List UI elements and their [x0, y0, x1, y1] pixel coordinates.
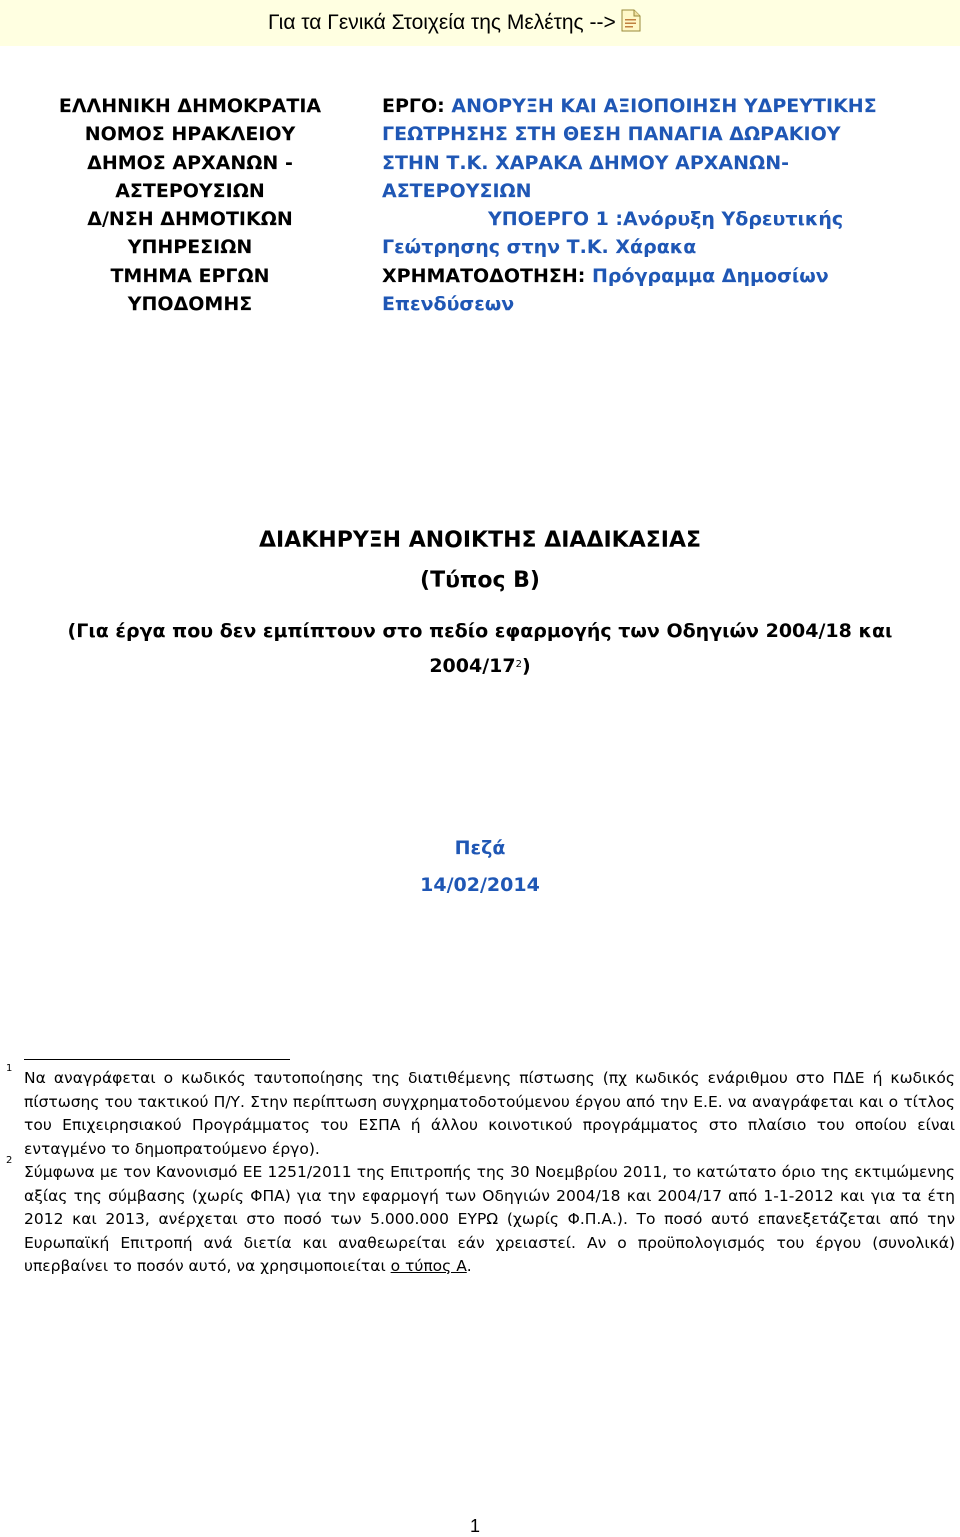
top-bar	[0, 0, 960, 46]
date-day: Πεζά	[454, 837, 506, 859]
authority-line: ΕΛΛΗΝΙΚΗ ΔΗΜΟΚΡΑΤΙΑ	[58, 95, 322, 117]
authority-line: ΤΜΗΜΑ ΕΡΓΩΝ	[110, 264, 270, 287]
project-title-line: ΑΝΟΡΥΞΗ ΚΑΙ ΑΞΙΟΠΟΙΗΣΗ ΥΔΡΕΥΤΙΚΗΣ	[451, 95, 877, 117]
funding-value: Πρόγραμμα Δημοσίων	[592, 264, 829, 287]
issuing-authority	[10, 92, 370, 318]
type-a-link[interactable]: ο τύπος Α	[390, 1257, 467, 1275]
document-icon[interactable]	[621, 9, 641, 38]
funding-value: Επενδύσεων	[382, 293, 515, 316]
subproject-line: Γεώτρησης στην Τ.Κ. Χάρακα	[382, 236, 697, 259]
project-title-line: ΑΣΤΕΡΟΥΣΙΩΝ	[382, 179, 532, 202]
subtitle-close: )	[521, 655, 531, 677]
project-title-line: ΓΕΩΤΡΗΣΗΣ ΣΤΗ ΘΕΣΗ ΠΑΝΑΓΙΑ ΔΩΡΑΚΙΟΥ	[382, 123, 841, 146]
authority-line: ΥΠΟΔΟΜΗΣ	[127, 293, 253, 316]
authority-line: ΥΠΗΡΕΣΙΩΝ	[127, 236, 253, 259]
title-main: ΔΙΑΚΗΡΥΞΗ ΑΝΟΙΚΤΗΣ ΔΙΑΔΙΚΑΣΙΑΣ	[259, 528, 701, 553]
page-number: 1	[470, 1516, 481, 1536]
project-info	[382, 92, 957, 318]
footnote-text	[24, 1161, 955, 1279]
footnote-text: Να αναγράφεται ο κωδικός ταυτοποίησης της διατιθέμενης πίστωσης (πχ κωδικός ενάριθμου στο ΠΔΕ ή κωδικός πίστωσης του τακτικού Π/Υ. Στην περίπτωση συγχρηματοδοτούμενου έργου από την Ε.Ε. να αναγράφεται και ο τίτλος του Επιχειρησιακού Προγράμματος του ΕΣΠΑ ή άλλου κοινοτικού προγράμματος στο πλαίσιο του οποίου είναι ενταγμένο το δημοπρατούμενο έργο).	[24, 1069, 955, 1158]
footnote-ref[interactable]: 2	[515, 659, 522, 670]
general-info-link-row	[268, 9, 641, 38]
footnote-tail: .	[466, 1257, 472, 1275]
footnote-separator	[24, 1059, 290, 1060]
subtitle-line: (Για έργα που δεν εμπίπτουν στο πεδίο εφαρμογής των Οδηγιών 2004/18 και	[67, 620, 893, 642]
general-info-link[interactable]: Για τα Γενικά Στοιχεία της Μελέτης -->	[268, 11, 616, 34]
authority-line: Δ/ΝΣΗ ΔΗΜΟΤΙΚΩΝ	[87, 208, 293, 231]
subproject-line: ΥΠΟΕΡΓΟ 1 :Ανόρυξη Υδρευτικής	[488, 208, 844, 231]
subtitle-directive: 2004/17	[429, 655, 516, 677]
footnote-number: 2	[6, 1155, 13, 1166]
authority-line: ΑΣΤΕΡΟΥΣΙΩΝ	[115, 179, 265, 202]
project-line	[382, 92, 957, 120]
footnote-number: 1	[6, 1063, 13, 1074]
title-type: (Τύπος Β)	[420, 568, 540, 593]
date-block	[0, 830, 960, 904]
funding-line	[382, 262, 957, 290]
footnote-body: Σύμφωνα με τον Κανονισμό ΕΕ 1251/2011 της Επιτροπής της 30 Νοεμβρίου 2011, το κατώτατο όριο της εκτιμώμενης αξίας της σύμβασης (χωρίς ΦΠΑ) για την εφαρμογή των Οδηγιών 2004/18 και 2004/17 από 1-1-2012 και για τα έτη 2012 και 2013, ανέρχεται στο ποσό των 5.000.000 ΕΥΡΩ (χωρίς Φ.Π.Α.). Το ποσό αυτό επανεξετάζεται από την Ευρωπαϊκή Επιτροπή ανά διετία και αναθεωρείται εάν χρειαστεί. Αν ο προϋπολογισμός του έργου (συνολικά) υπερβαίνει το ποσόν αυτό, να χρησιμοποιείται	[24, 1163, 955, 1275]
authority-line: ΝΟΜΟΣ ΗΡΑΚΛΕΙΟΥ	[84, 123, 296, 146]
document-subtitle	[0, 614, 960, 684]
project-title-line: ΣΤΗΝ Τ.Κ. ΧΑΡΑΚΑ ΔΗΜΟΥ ΑΡΧΑΝΩΝ-	[382, 151, 789, 174]
subtitle-line	[0, 649, 960, 684]
date-value: 14/02/2014	[420, 874, 540, 896]
authority-line: ΔΗΜΟΣ ΑΡΧΑΝΩΝ -	[87, 151, 293, 174]
document-title	[0, 521, 960, 601]
project-label: ΕΡΓΟ:	[382, 95, 445, 117]
funding-label: ΧΡΗΜΑΤΟΔΟΤΗΣΗ:	[382, 264, 586, 287]
